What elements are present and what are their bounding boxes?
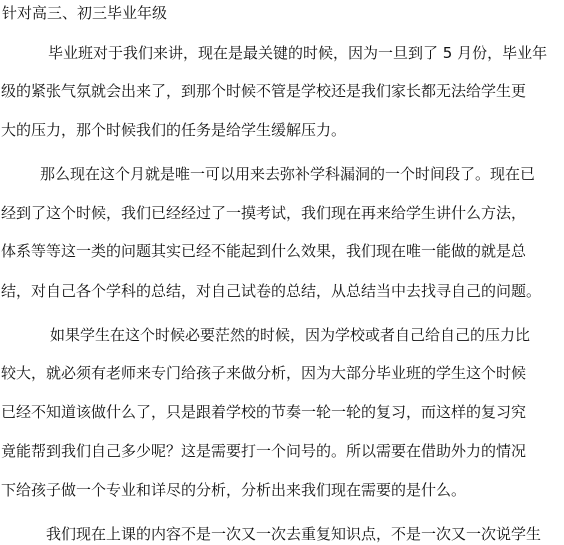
paragraph-2-line-2: 经到了这个时候，我们已经经过了一摸考试，我们现在再来给学生讲什么方法， (1, 204, 527, 222)
paragraph-3-line-4: 竟能帮到我们自己多少呢？这是需要打一个问号的。所以需要在借助外力的情况 (1, 442, 527, 460)
paragraph-2-line-1: 那么现在这个月就是唯一可以用来去弥补学科漏洞的一个时间段了。现在已 (40, 165, 536, 183)
paragraph-3-line-1: 如果学生在这个时候必要茫然的时候，因为学校或者自己给自己的压力比 (50, 326, 531, 344)
paragraph-2-line-3: 体系等等这一类的问题其实已经不能起到什么效果，我们现在唯一能做的就是总 (1, 242, 527, 260)
paragraph-3-line-2: 较大，就必须有老师来专门给孩子来做分析，因为大部分毕业班的学生这个时候 (1, 364, 527, 382)
paragraph-2-line-4: 结，对自己各个学科的总结，对自己试卷的总结，从总结当中去找寻自己的问题。 (1, 282, 542, 300)
paragraph-4-line-1: 我们现在上课的内容不是一次又一次去重复知识点，不是一次又一次说学生 (46, 525, 542, 543)
paragraph-1-line-2: 级的紧张气氛就会出来了，到那个时候不管是学校还是我们家长都无法给学生更 (1, 82, 527, 100)
paragraph-3-line-3: 已经不知道该做什么了，只是跟着学校的节奏一轮一轮的复习，而这样的复习究 (1, 403, 527, 421)
paragraph-1-line-1: 毕业班对于我们来讲，现在是最关键的时候，因为一旦到了 5 月份，毕业年 (48, 44, 548, 62)
paragraph-3-line-5: 下给孩子做一个专业和详尽的分析，分析出来我们现在需要的是什么。 (1, 481, 467, 499)
paragraph-1-line-3: 大的压力，那个时候我们的任务是给学生缓解压力。 (1, 121, 347, 139)
document-heading: 针对高三、初三毕业年级 (2, 4, 168, 22)
